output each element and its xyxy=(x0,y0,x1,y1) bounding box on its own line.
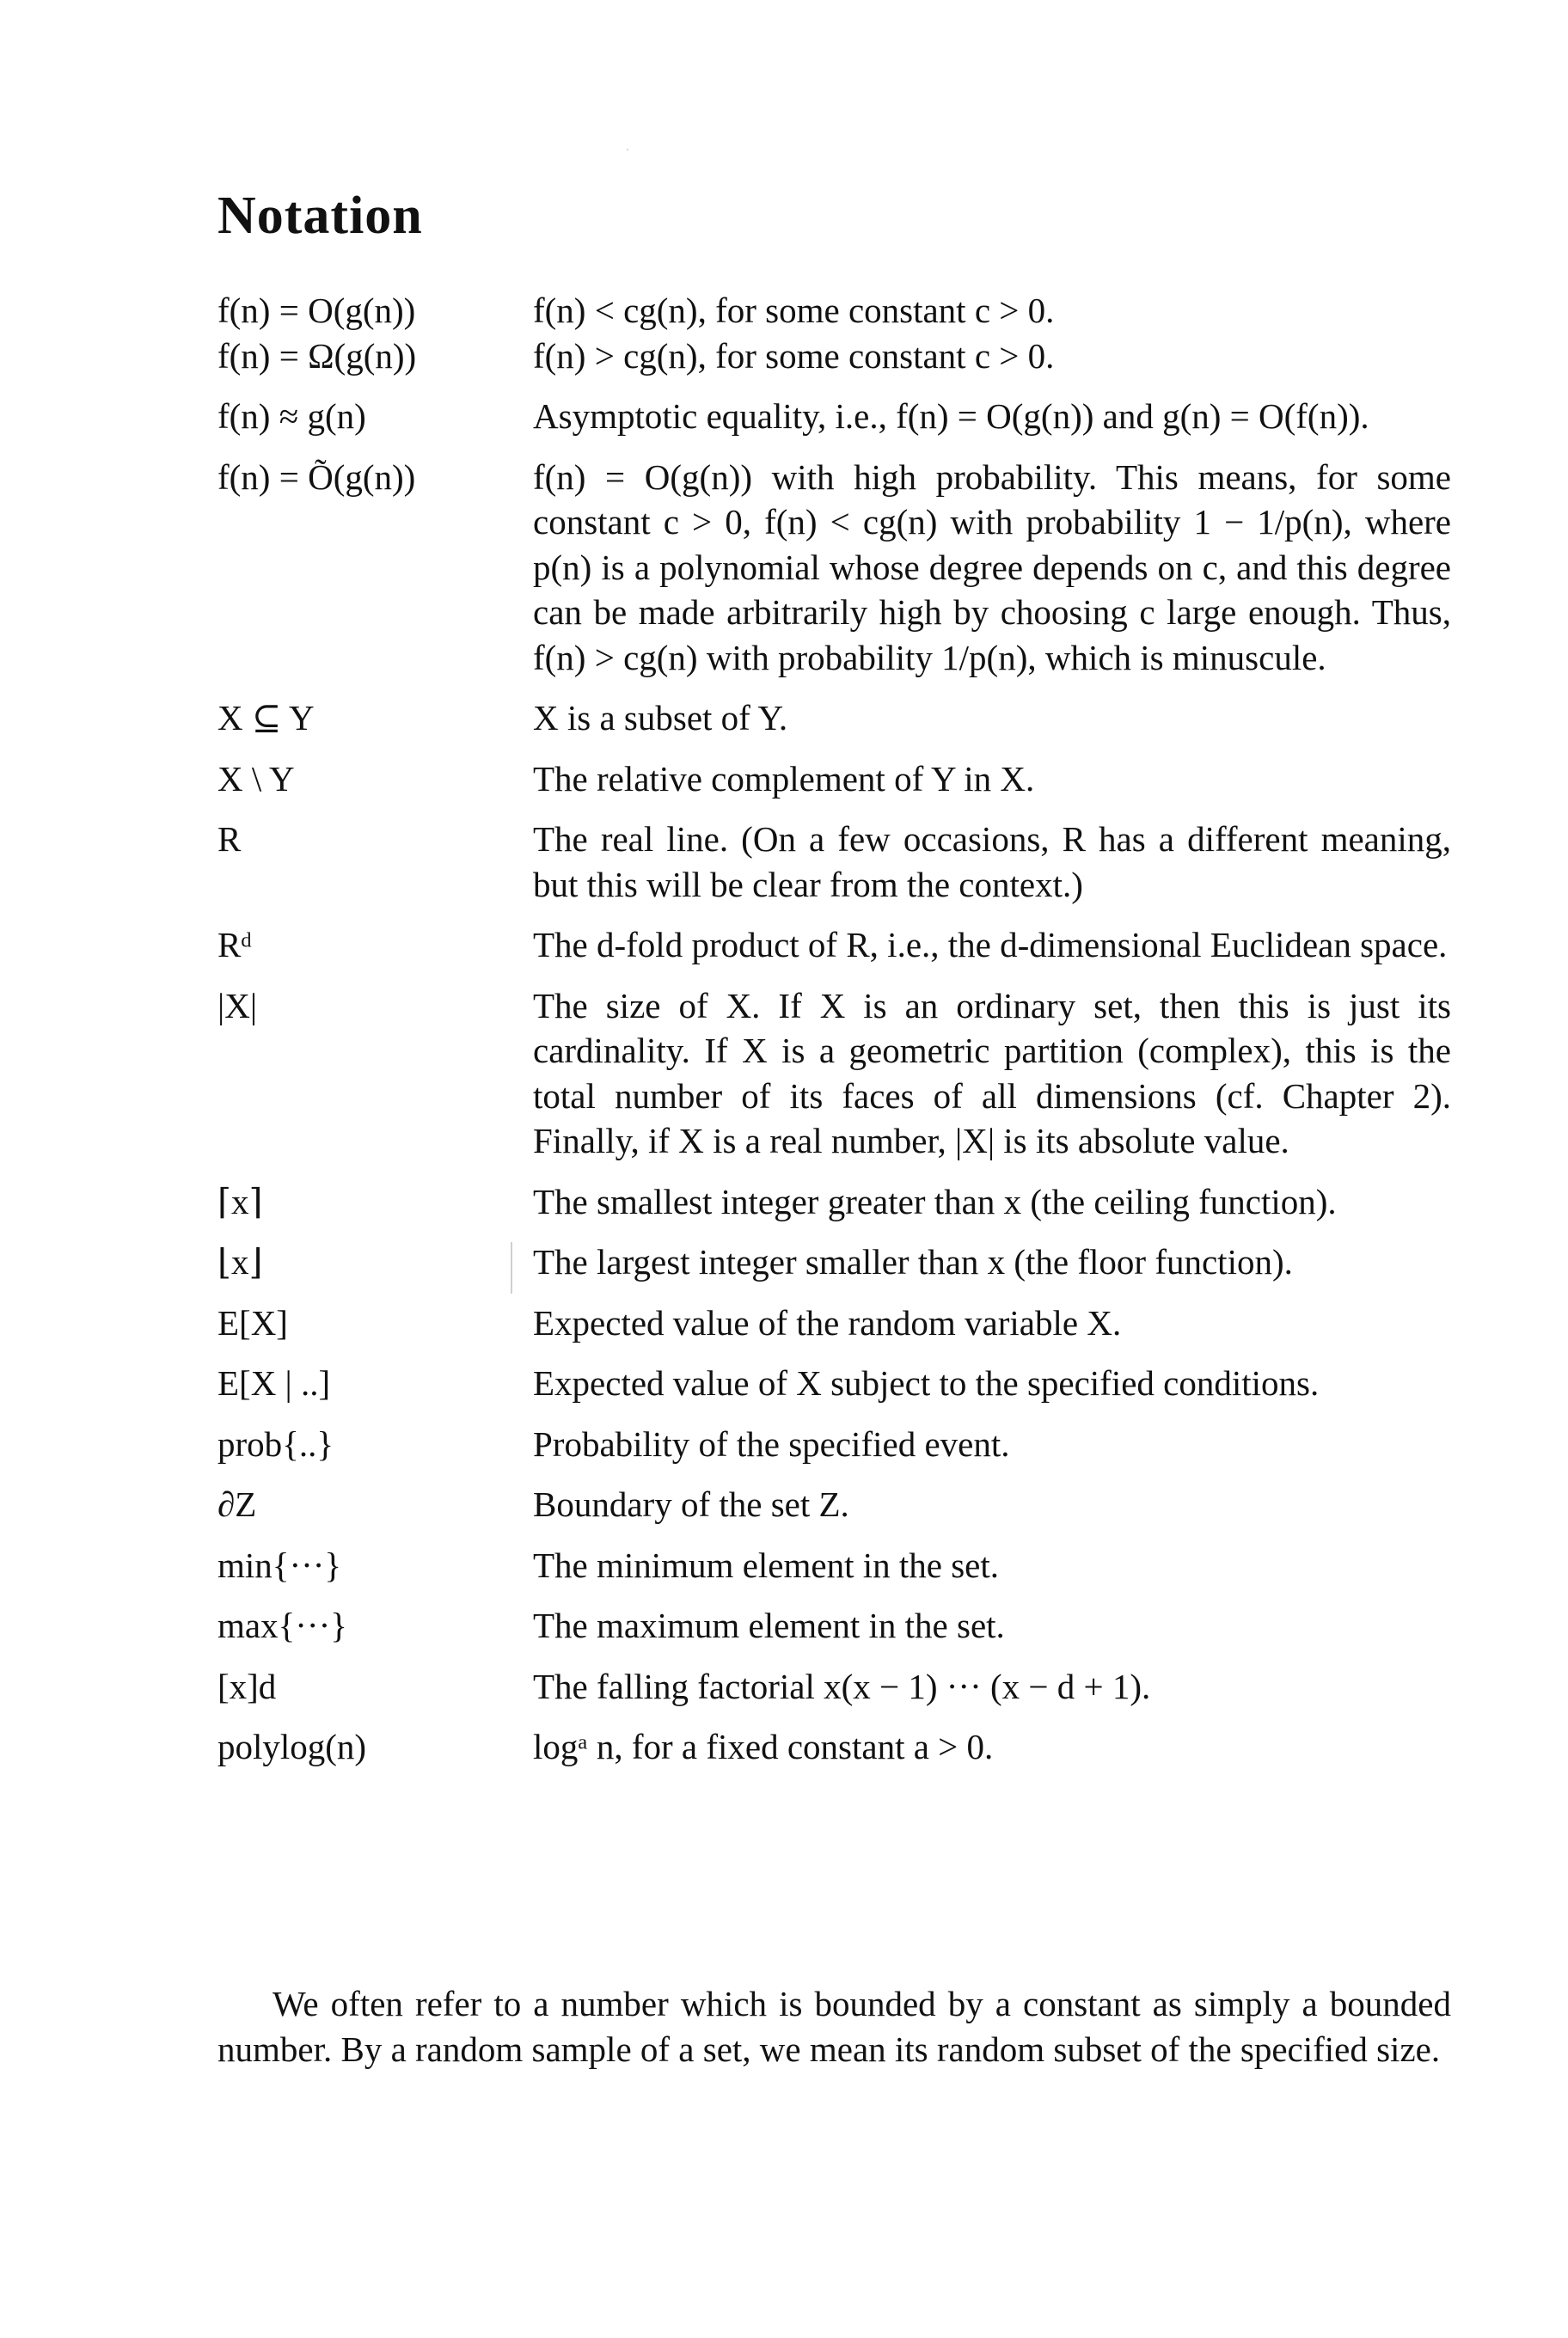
scan-artifact xyxy=(511,1242,512,1294)
notation-entry xyxy=(217,695,1451,741)
notation-symbol: prob{..} xyxy=(217,1423,334,1464)
notation-description: f(n) < cg(n), for some constant c > 0. xyxy=(533,291,1055,330)
notation-description: The size of X. If X is an ordinary set, then this is just its cardinality. If X is a geometric partition (complex), this is the total number of its faces of all dimensions (cf. Chapter 2). Finally, if X is a real number, |X| is its absolute value. xyxy=(533,985,1451,1160)
notation-description: f(n) > cg(n), for some constant c > 0. xyxy=(533,335,1055,376)
notation-symbol: f(n) = O(g(n)) xyxy=(217,291,416,330)
notation-entry xyxy=(217,455,1451,681)
notation-symbol: E[X | ..] xyxy=(217,1363,331,1403)
notation-entry xyxy=(217,1301,1451,1346)
notation-description: Expected value of the random variable X. xyxy=(533,1302,1122,1343)
notation-entry xyxy=(217,817,1451,907)
notation-symbol: [x]d xyxy=(217,1666,277,1706)
notation-description: logᵃ n, for a fixed constant a > 0. xyxy=(533,1727,994,1766)
notation-symbol: f(n) = Ω(g(n)) xyxy=(217,335,417,376)
notation-description: f(n) = O(g(n)) with high probability. This means, for some constant c > 0, f(n) < cg(n) with probability 1 − 1/p(n), where p(n) is a polynomial whose degree depends on c, and this degree can be made arbitrarily high by choosing c large enough. Thus, f(n) > cg(n) with probability 1/p(n), which is minuscule. xyxy=(533,456,1451,677)
notation-entry xyxy=(217,288,1451,334)
closing-paragraph: We often refer to a number which is bounded by a constant as simply a bounded number. By a random sample of a set, we mean its random subset of the specified size. xyxy=(217,1984,1451,2069)
notation-description: The smallest integer greater than x (the ceiling function). xyxy=(533,1181,1337,1221)
notation-symbol: f(n) = Õ(g(n)) xyxy=(217,456,416,497)
notation-description: The maximum element in the set. xyxy=(533,1606,1005,1645)
notation-description: The minimum element in the set. xyxy=(533,1545,999,1585)
notation-entry xyxy=(217,1422,1451,1467)
notation-description: The d-fold product of R, i.e., the d-dimensional Euclidean space. xyxy=(533,925,1448,964)
notation-description: Boundary of the set Z. xyxy=(533,1484,849,1524)
notation-entry xyxy=(217,756,1451,802)
notation-symbol: polylog(n) xyxy=(217,1727,367,1766)
notation-symbol: ⌈x⌉ xyxy=(217,1181,263,1221)
notation-symbol: Rᵈ xyxy=(217,925,253,964)
notation-entry xyxy=(217,1179,1451,1225)
notation-entry xyxy=(217,1239,1451,1285)
notation-description: X is a subset of Y. xyxy=(533,698,788,738)
notation-description: Expected value of X subject to the specified conditions. xyxy=(533,1363,1320,1403)
notation-entry xyxy=(217,1664,1451,1710)
scan-speck xyxy=(627,149,628,150)
notation-symbol: E[X] xyxy=(217,1302,288,1343)
notation-symbol: ∂Z xyxy=(217,1484,257,1524)
notation-entry xyxy=(217,1482,1451,1527)
notation-entry xyxy=(217,1543,1451,1588)
notation-symbol: |X| xyxy=(217,985,258,1025)
notation-symbol: max{···} xyxy=(217,1606,347,1645)
notation-symbol: X \ Y xyxy=(217,758,295,799)
notation-entry xyxy=(217,922,1451,968)
notation-entry xyxy=(217,983,1451,1164)
notation-symbol: R xyxy=(217,819,242,859)
notation-entry xyxy=(217,334,1451,379)
notation-description: The real line. (On a few occasions, R has a different meaning, but this will be clear from the context.) xyxy=(533,819,1451,904)
notation-description: The relative complement of Y in X. xyxy=(533,758,1035,799)
notation-description: Asymptotic equality, i.e., f(n) = O(g(n)) and g(n) = O(f(n)). xyxy=(533,396,1369,436)
page-title: Notation xyxy=(217,187,423,245)
notation-entry xyxy=(217,1603,1451,1649)
notation-description: The falling factorial x(x − 1) ··· (x − d + 1). xyxy=(533,1666,1151,1706)
notation-entry xyxy=(217,1724,1451,1770)
notation-entry xyxy=(217,394,1451,439)
notation-description: Probability of the specified event. xyxy=(533,1423,1010,1464)
notation-entry xyxy=(217,1361,1451,1406)
notation-symbol: ⌊x⌋ xyxy=(217,1242,263,1282)
notation-symbol: min{···} xyxy=(217,1545,342,1585)
notation-symbol: f(n) ≈ g(n) xyxy=(217,396,366,436)
notation-symbol: X ⊆ Y xyxy=(217,698,315,738)
notation-description: The largest integer smaller than x (the floor function). xyxy=(533,1242,1293,1282)
notation-list xyxy=(217,288,1451,1770)
